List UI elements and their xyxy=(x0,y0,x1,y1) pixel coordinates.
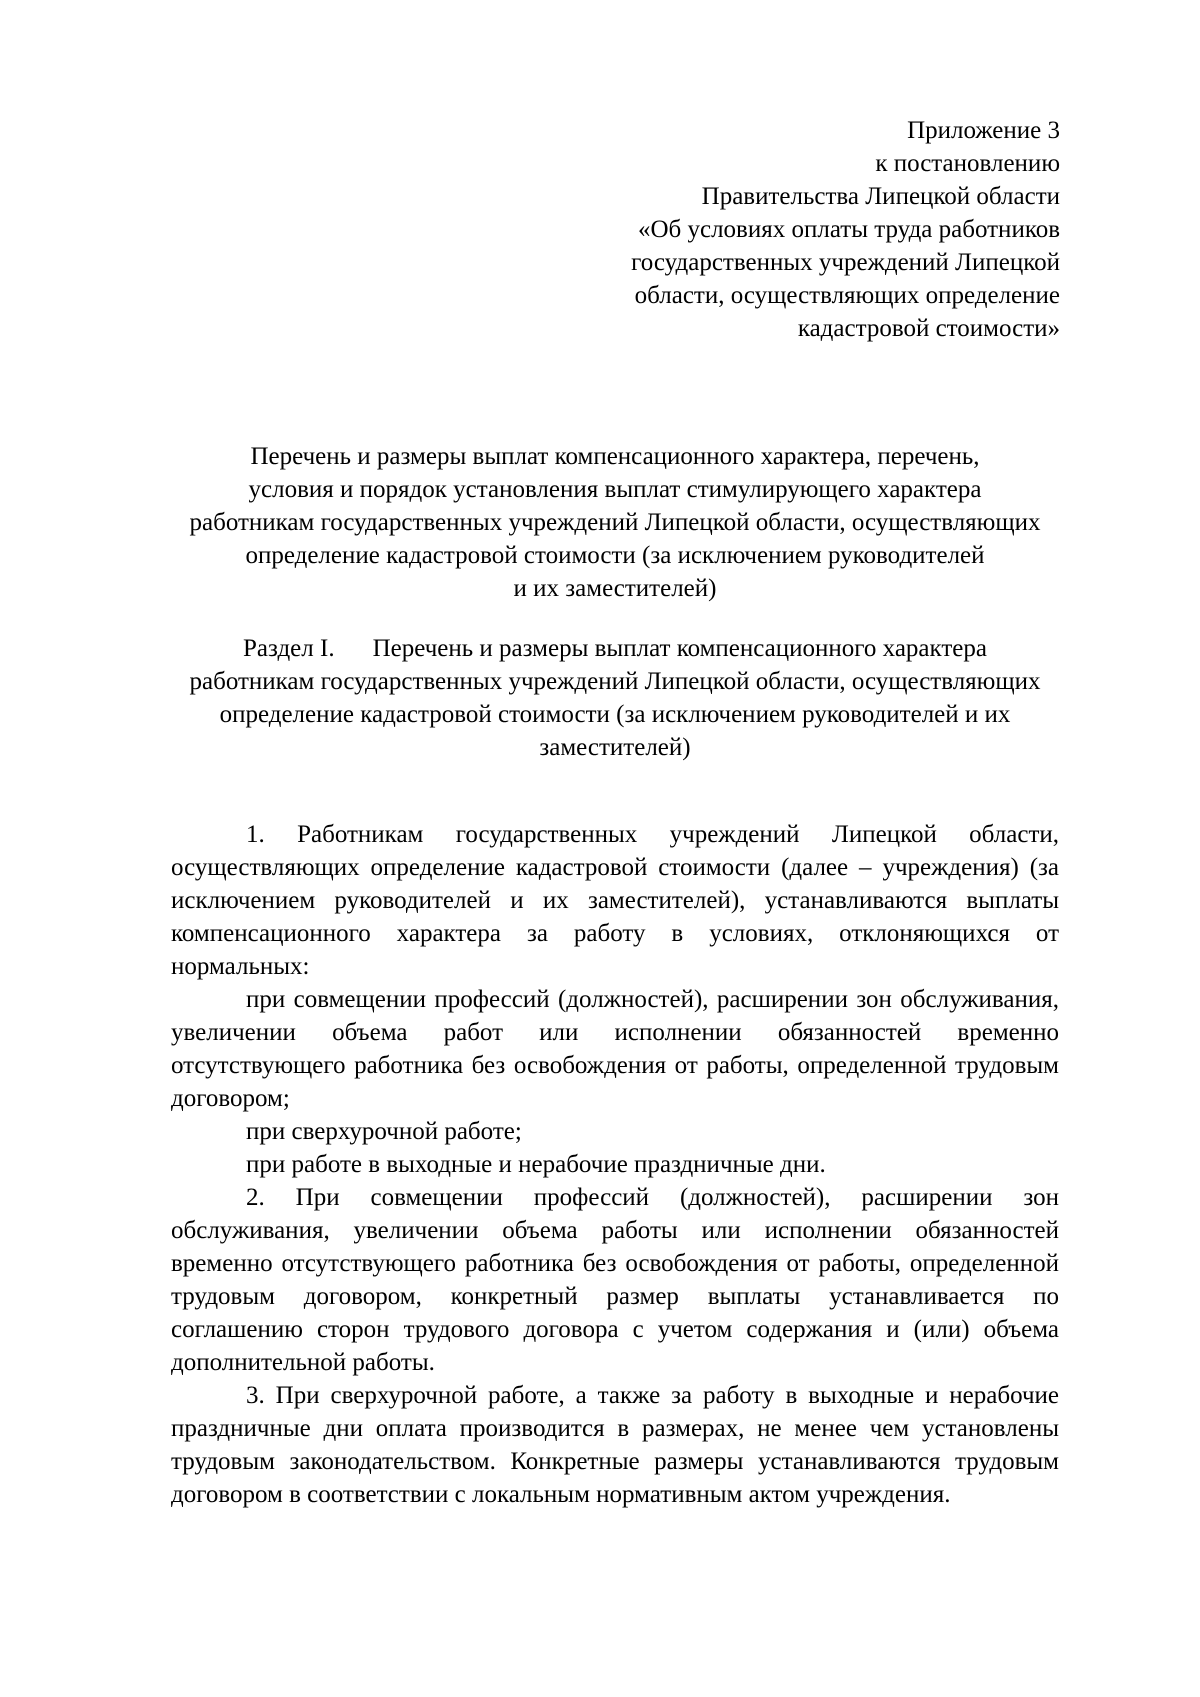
appendix-line: государственных учреждений Липецкой xyxy=(631,249,1060,276)
appendix-line: кадастровой стоимости» xyxy=(797,315,1060,342)
section-heading-line: заместителей) xyxy=(539,734,691,761)
title-line: Перечень и размеры выплат компенсационного характера, перечень, xyxy=(250,443,980,470)
document-body xyxy=(171,818,1059,1511)
section-heading-first-line xyxy=(170,632,1060,665)
appendix-line: Приложение 3 xyxy=(907,117,1060,144)
paragraph: при совмещении профессий (должностей), расширении зон обслуживания, увеличении объема работ или исполнении обязанностей временно отсутствующего работника без освобождения от работы, определенной трудовым договором; xyxy=(171,986,1059,1112)
appendix-line: к постановлению xyxy=(875,150,1060,177)
appendix-line: Правительства Липецкой области xyxy=(701,183,1060,210)
paragraph: 1. Работникам государственных учреждений Липецкой области, осуществляющих определение кадастровой стоимости (далее – учреждения) (за исключением руководителей и их заместителей), устанавливаются выплаты компенсационного характера за работу в условиях, отклоняющихся от нормальных: xyxy=(171,821,1059,980)
section-heading-text: Перечень и размеры выплат компенсационного характера xyxy=(372,635,987,662)
title-line: и их заместителей) xyxy=(513,575,717,602)
section-heading xyxy=(170,632,1060,764)
appendix-line: «Об условиях оплаты труда работников xyxy=(637,216,1060,243)
paragraph: при сверхурочной работе; xyxy=(246,1118,522,1145)
appendix-line: области, осуществляющих определение xyxy=(634,282,1060,309)
title-line: условия и порядок установления выплат стимулирующего характера xyxy=(248,476,982,503)
title-line: определение кадастровой стоимости (за исключением руководителей xyxy=(245,542,985,569)
paragraph: 2. При совмещении профессий (должностей), расширении зон обслуживания, увеличении объема работы или исполнении обязанностей временно отсутствующего работника без освобождения от работы, определенной трудовым договором, конкретный размер выплаты устанавливается по соглашению сторон трудового договора с учетом содержания и (или) объема дополнительной работы. xyxy=(171,1184,1059,1376)
paragraph: при работе в выходные и нерабочие праздничные дни. xyxy=(246,1151,826,1178)
paragraph: 3. При сверхурочной работе, а также за работу в выходные и нерабочие праздничные дни оплата производится в размерах, не менее чем установлены трудовым законодательством. Конкретные размеры устанавливаются трудовым договором в соответствии с локальным нормативным актом учреждения. xyxy=(171,1382,1059,1508)
section-heading-line: определение кадастровой стоимости (за исключением руководителей и их xyxy=(219,701,1011,728)
document-title xyxy=(170,440,1060,605)
appendix-header xyxy=(540,114,1060,345)
section-heading-line: работникам государственных учреждений Липецкой области, осуществляющих xyxy=(189,668,1041,695)
section-number: Раздел I. xyxy=(243,635,335,662)
title-line: работникам государственных учреждений Липецкой области, осуществляющих xyxy=(189,509,1041,536)
